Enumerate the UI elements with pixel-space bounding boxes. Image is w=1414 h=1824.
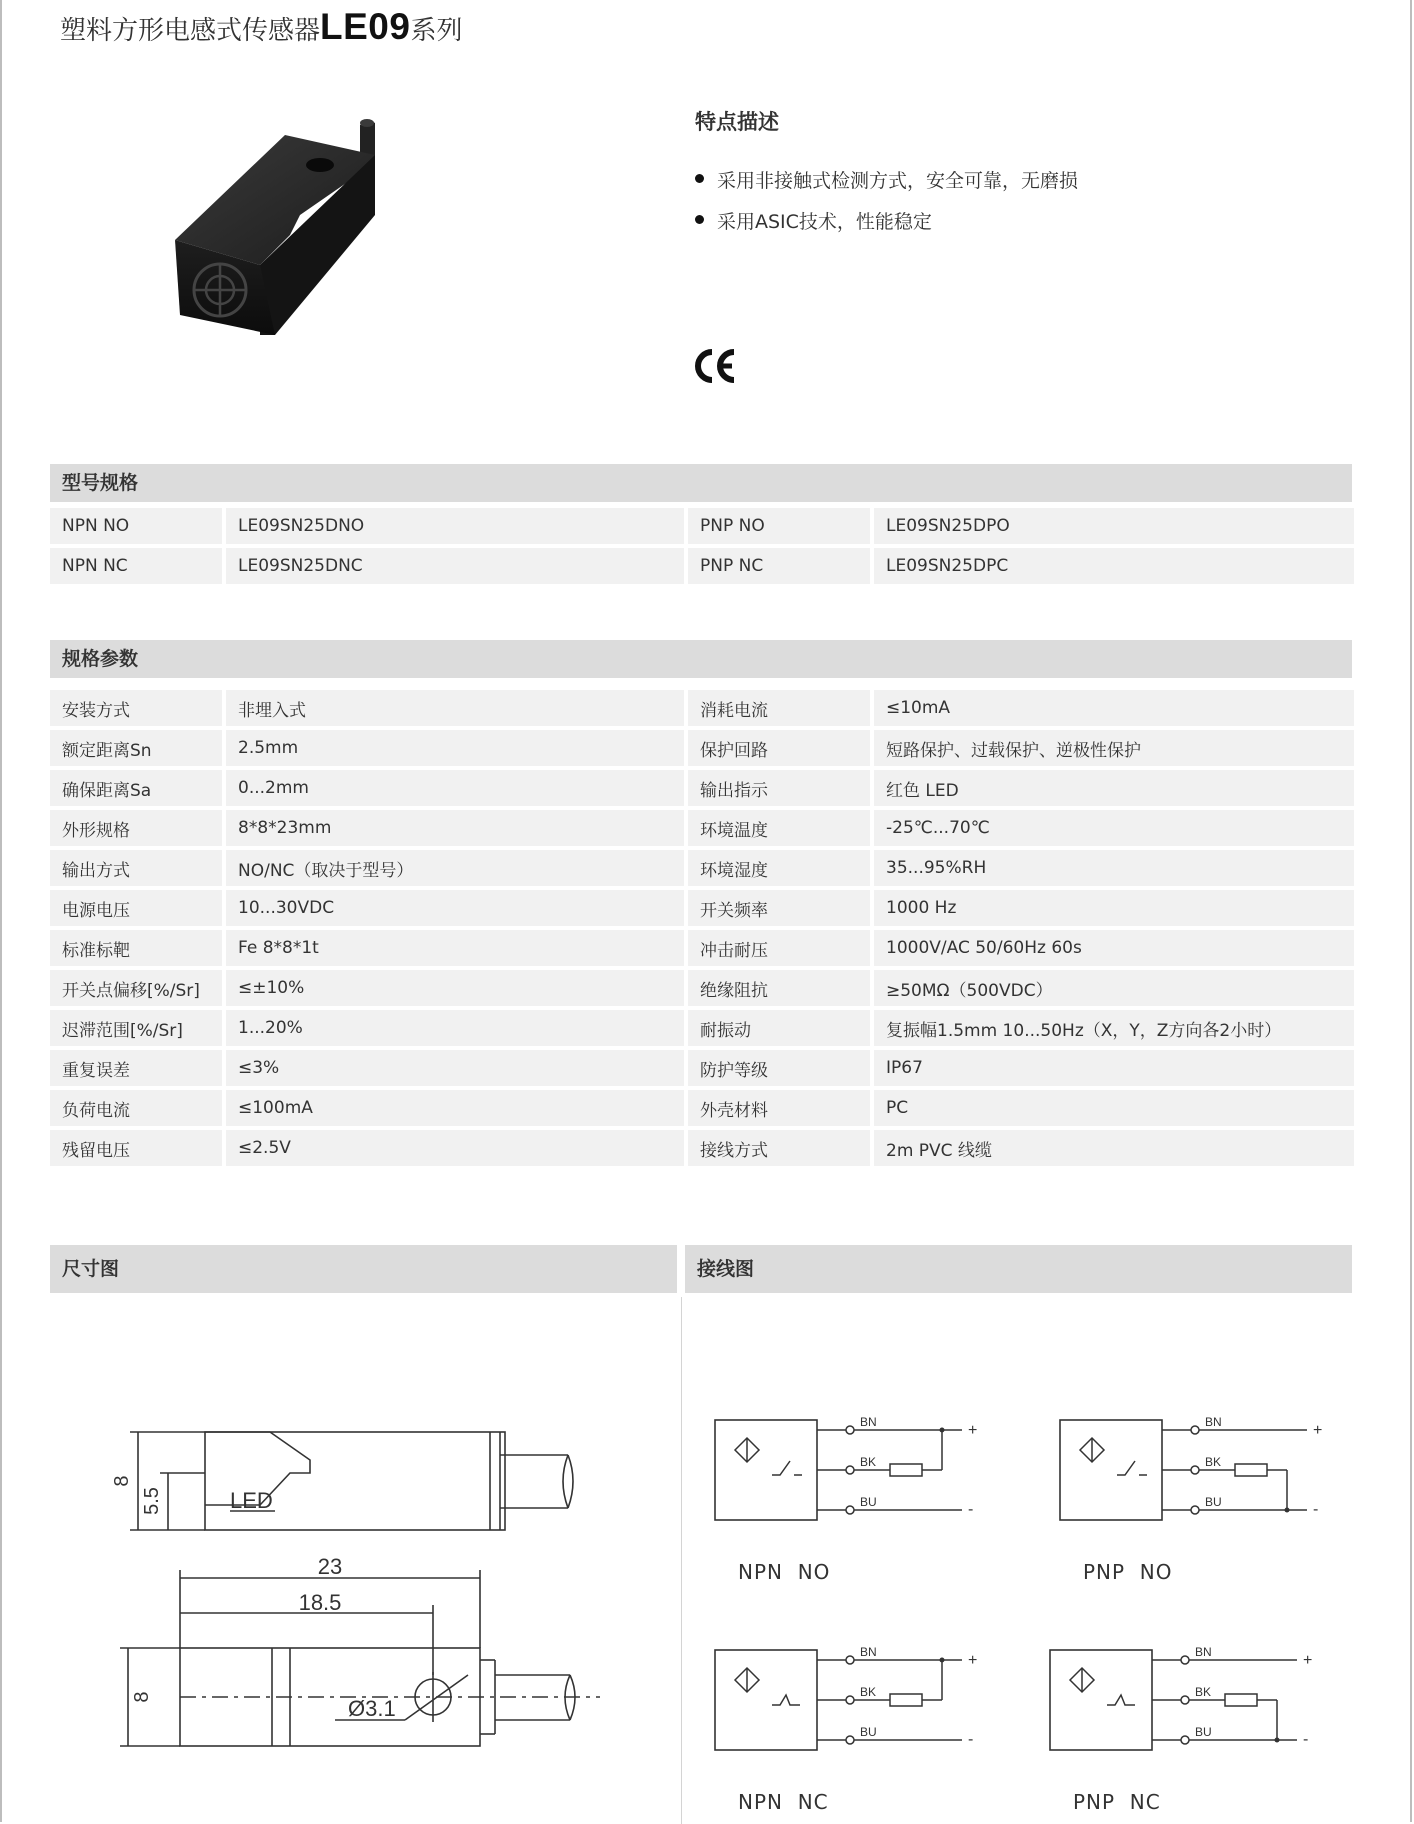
table-row: [50, 1050, 1354, 1086]
table-row: [50, 890, 1354, 926]
wire-label-bu: BU: [1205, 1495, 1222, 1509]
table-cell: 10...30VDC: [226, 890, 684, 926]
table-row: [50, 850, 1354, 886]
table-cell: 环境湿度: [688, 850, 870, 886]
table-row: [50, 548, 1354, 584]
table-row: [50, 1010, 1354, 1046]
table-cell: ≤3%: [226, 1050, 684, 1086]
table-cell: 确保距离Sa: [50, 770, 222, 806]
dim-8-top: 8: [131, 1691, 153, 1703]
table-cell: PNP NO: [688, 508, 870, 544]
wire-label-bk: BK: [860, 1455, 877, 1469]
table-cell: 复振幅1.5mm 10...50Hz（X，Y，Z方向各2小时）: [874, 1010, 1354, 1046]
table-cell: 消耗电流: [688, 690, 870, 726]
table-cell: LE09SN25DNO: [226, 508, 684, 544]
table-cell: 迟滞范围[%/Sr]: [50, 1010, 222, 1046]
table-cell: 绝缘阻抗: [688, 970, 870, 1006]
plus-label: +: [968, 1652, 978, 1669]
feature-item: 采用非接触式检测方式，安全可靠，无磨损: [695, 166, 1078, 193]
table-cell: ≤10mA: [874, 690, 1354, 726]
table-row: [50, 1130, 1354, 1166]
table-cell: PNP NC: [688, 548, 870, 584]
page-title: [60, 6, 462, 48]
table-cell: NPN NC: [50, 548, 222, 584]
wiring-diagram: [1045, 1635, 1345, 1785]
wire-label-bn: BN: [1205, 1415, 1222, 1429]
dimension-heading: 尺寸图: [50, 1245, 677, 1293]
table-cell: 负荷电流: [50, 1090, 222, 1126]
wiring-diagram: [710, 1635, 1010, 1785]
table-cell: NO/NC（取决于型号）: [226, 850, 684, 886]
table-cell: 35...95%RH: [874, 850, 1354, 886]
dim-23: 23: [317, 1554, 343, 1579]
table-cell: 输出指示: [688, 770, 870, 806]
led-label: LED: [230, 1488, 273, 1513]
table-cell: IP67: [874, 1050, 1354, 1086]
table-cell: 环境温度: [688, 810, 870, 846]
table-cell: 保护回路: [688, 730, 870, 766]
table-cell: 0...2mm: [226, 770, 684, 806]
table-cell: ≤100mA: [226, 1090, 684, 1126]
table-cell: ≤±10%: [226, 970, 684, 1006]
wiring-diagram-label: NPN NO: [738, 1560, 831, 1584]
wiring-diagram: [710, 1405, 1010, 1555]
table-cell: 外壳材料: [688, 1090, 870, 1126]
table-cell: 开关点偏移[%/Sr]: [50, 970, 222, 1006]
wiring-diagram: [1055, 1405, 1355, 1555]
wire-label-bn: BN: [1195, 1645, 1212, 1659]
table-cell: 1...20%: [226, 1010, 684, 1046]
table-cell: 短路保护、过载保护、逆极性保护: [874, 730, 1354, 766]
table-cell: 2m PVC 线缆: [874, 1130, 1354, 1166]
table-row: [50, 730, 1354, 766]
section-divider: [681, 1297, 682, 1824]
plus-label: +: [1303, 1652, 1313, 1669]
table-cell: 1000 Hz: [874, 890, 1354, 926]
wire-label-bk: BK: [1195, 1685, 1212, 1699]
product-image: [170, 115, 390, 345]
plus-label: +: [968, 1422, 978, 1439]
wiring-heading: 接线图: [685, 1245, 1352, 1293]
table-cell: NPN NO: [50, 508, 222, 544]
minus-label: -: [1313, 1501, 1319, 1518]
wire-label-bk: BK: [860, 1685, 877, 1699]
table-cell: 标准标靶: [50, 930, 222, 966]
table-row: [50, 810, 1354, 846]
table-cell: LE09SN25DPO: [874, 508, 1354, 544]
wiring-diagram-label: PNP NO: [1083, 1560, 1173, 1584]
minus-label: -: [968, 1731, 974, 1748]
table-cell: 8*8*23mm: [226, 810, 684, 846]
wire-label-bn: BN: [860, 1415, 877, 1429]
table-cell: ≤2.5V: [226, 1130, 684, 1166]
title-suffix: 系列: [410, 16, 463, 46]
feature-item: 采用ASIC技术，性能稳定: [695, 207, 1078, 234]
table-cell: 外形规格: [50, 810, 222, 846]
wiring-diagram-label: NPN NC: [738, 1790, 829, 1814]
features-list: [695, 166, 1078, 234]
wire-label-bn: BN: [860, 1645, 877, 1659]
table-cell: LE09SN25DPC: [874, 548, 1354, 584]
table-cell: PC: [874, 1090, 1354, 1126]
title-model: LE09: [320, 6, 411, 47]
wire-label-bu: BU: [1195, 1725, 1212, 1739]
dimension-drawing: [100, 1380, 620, 1760]
table-cell: 额定距离Sn: [50, 730, 222, 766]
table-cell: 红色 LED: [874, 770, 1354, 806]
table-cell: 开关频率: [688, 890, 870, 926]
table-cell: 输出方式: [50, 850, 222, 886]
models-section-heading: 型号规格: [50, 464, 1352, 502]
table-cell: 1000V/AC 50/60Hz 60s: [874, 930, 1354, 966]
wiring-diagram-label: PNP NC: [1073, 1790, 1161, 1814]
plus-label: +: [1313, 1422, 1323, 1439]
specs-section-heading: 规格参数: [50, 640, 1352, 678]
table-row: [50, 930, 1354, 966]
table-cell: -25℃...70℃: [874, 810, 1354, 846]
minus-label: -: [1303, 1731, 1309, 1748]
table-row: [50, 970, 1354, 1006]
wire-label-bu: BU: [860, 1495, 877, 1509]
table-cell: 防护等级: [688, 1050, 870, 1086]
features-section: [695, 106, 1078, 248]
ce-mark: [694, 348, 736, 384]
title-prefix: 塑料方形电感式传感器: [60, 16, 321, 46]
table-cell: Fe 8*8*1t: [226, 930, 684, 966]
minus-label: -: [968, 1501, 974, 1518]
dim-18-5: 18.5: [298, 1590, 342, 1615]
wire-label-bu: BU: [860, 1725, 877, 1739]
table-row: [50, 690, 1354, 726]
dim-8-side: 8: [111, 1475, 133, 1487]
table-cell: 接线方式: [688, 1130, 870, 1166]
table-cell: 2.5mm: [226, 730, 684, 766]
table-cell: 电源电压: [50, 890, 222, 926]
table-cell: LE09SN25DNC: [226, 548, 684, 584]
table-cell: ≥50MΩ（500VDC）: [874, 970, 1354, 1006]
table-cell: 重复误差: [50, 1050, 222, 1086]
table-cell: 残留电压: [50, 1130, 222, 1166]
wire-label-bk: BK: [1205, 1455, 1222, 1469]
table-cell: 耐振动: [688, 1010, 870, 1046]
dim-5-5: 5.5: [141, 1487, 163, 1515]
dim-hole: Ø3.1: [348, 1696, 396, 1721]
table-cell: 冲击耐压: [688, 930, 870, 966]
specs-table: [46, 686, 1358, 1170]
models-table: [46, 504, 1358, 588]
features-heading: 特点描述: [695, 110, 779, 134]
table-cell: 安装方式: [50, 690, 222, 726]
table-cell: 非埋入式: [226, 690, 684, 726]
table-row: [50, 770, 1354, 806]
table-row: [50, 508, 1354, 544]
table-row: [50, 1090, 1354, 1126]
